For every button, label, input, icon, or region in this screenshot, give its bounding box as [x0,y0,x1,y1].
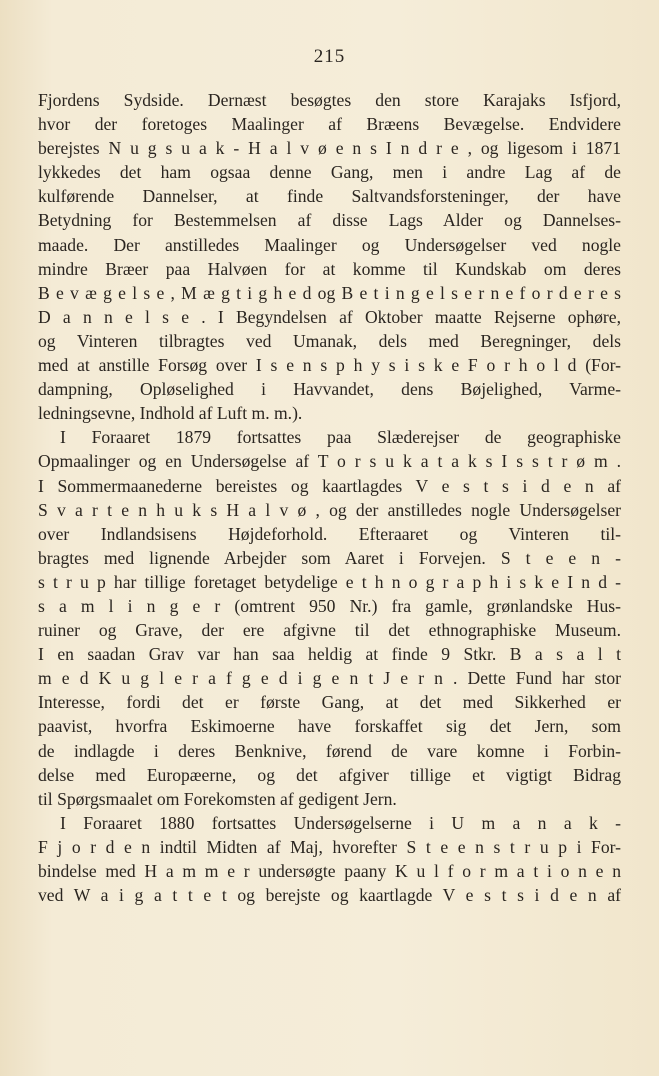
text-line: til Spørgsmaalet om Forekomsten af gedigent Jern. [38,788,397,809]
text-line: bragtes med lignende Arbejder som Aaret i Forvejen. S t e e n - [38,547,621,568]
text-line: Fjordens Sydside. Dernæst besøgtes den store Karajaks Isfjord, [38,90,621,110]
text-line: I Foraaret 1880 fortsattes Undersøgelserne i U m a n a k - [60,812,621,833]
text-line: mindre Bræer paa Halvøen for at komme til Kundskab om deres [38,258,621,279]
text-line: s a m l i n g e r (omtrent 950 Nr.) fra gamle, grønlandske Hus- [38,595,621,616]
text-line: B e v æ g e l s e , M æ g t i g h e d og B e t i n g e l s e r n e f o r d e r e s [38,282,621,303]
text-line: F j o r d e n indtil Midten af Maj, hvorefter S t e e n s t r u p i For- [38,836,621,857]
text-line: delse med Europæerne, og det afgiver tillige et vigtigt Bidrag [38,764,621,785]
text-line: kulførende Dannelser, at finde Saltvandsforsteninger, der have [38,186,621,207]
text-line: S v a r t e n h u k s H a l v ø , og der anstilledes nogle Undersøgelser [38,499,621,520]
text-line: Interesse, fordi det er første Gang, at det med Sikkerhed er [38,692,621,713]
text-line: I Sommermaanederne bereistes og kaartlagdes V e s t s i d e n af [38,475,621,496]
text-line: m e d K u g l e r a f g e d i g e n t J e r n . Dette Fund har stor [38,668,621,689]
text-line: de indlagde i deres Benknive, førend de vare komne i Forbin- [38,740,621,761]
text-line: ved W a i g a t t e t og berejste og kaartlagde V e s t s i d e n af [38,885,621,906]
text-line: bindelse med H a m m e r undersøgte paany K u l f o r m a t i o n e n [38,861,621,881]
text-line: med at anstille Forsøg over I s e n s p h y s i s k e F o r h o l d (For- [38,355,621,376]
text-line: berejstes N u g s u a k - H a l v ø e n s I n d r e , og ligesom i 1871 [38,138,621,159]
text-line: ruiner og Grave, der ere afgivne til det ethnographiske Museum. [38,620,621,641]
text-line: og Vinteren tilbragtes ved Umanak, dels med Beregninger, dels [38,330,621,351]
text-line: Opmaalinger og en Undersøgelse af T o r s u k a t a k s I s s t r ø m . [38,451,621,472]
body-text [38,88,621,907]
text-line: s t r u p har tillige foretaget betydelige e t h n o g r a p h i s k e I n d - [38,571,621,592]
text-line: paavist, hvorfra Eskimoerne have forskaffet sig det Jern, som [38,716,621,737]
text-line: I en saadan Grav var han saa heldig at finde 9 Stkr. B a s a l t [38,644,621,665]
text-line: hvor der foretoges Maalinger af Bræens Bevægelse. Endvidere [38,114,621,135]
text-line: over Indlandsisens Højdeforhold. Efteraaret og Vinteren til- [38,523,621,544]
text-line: lykkedes det ham ogsaa denne Gang, men i andre Lag af de [38,162,621,183]
text-line: Betydning for Bestemmelsen af disse Lags Alder og Dannelses- [38,210,621,231]
page-number: 215 [313,46,346,67]
text-line: maade. Der anstilledes Maalinger og Undersøgelser ved nogle [38,234,621,255]
text-line: I Foraaret 1879 fortsattes paa Slæderejser de geographiske [60,427,621,448]
text-line: dampning, Opløselighed i Havvandet, dens Bøjelighed, Varme- [38,379,621,400]
text-line: ledningsevne, Indhold af Luft m. m.). [38,403,303,424]
text-line: D a n n e l s e . I Begyndelsen af Oktober maatte Rejserne ophøre, [38,306,621,327]
